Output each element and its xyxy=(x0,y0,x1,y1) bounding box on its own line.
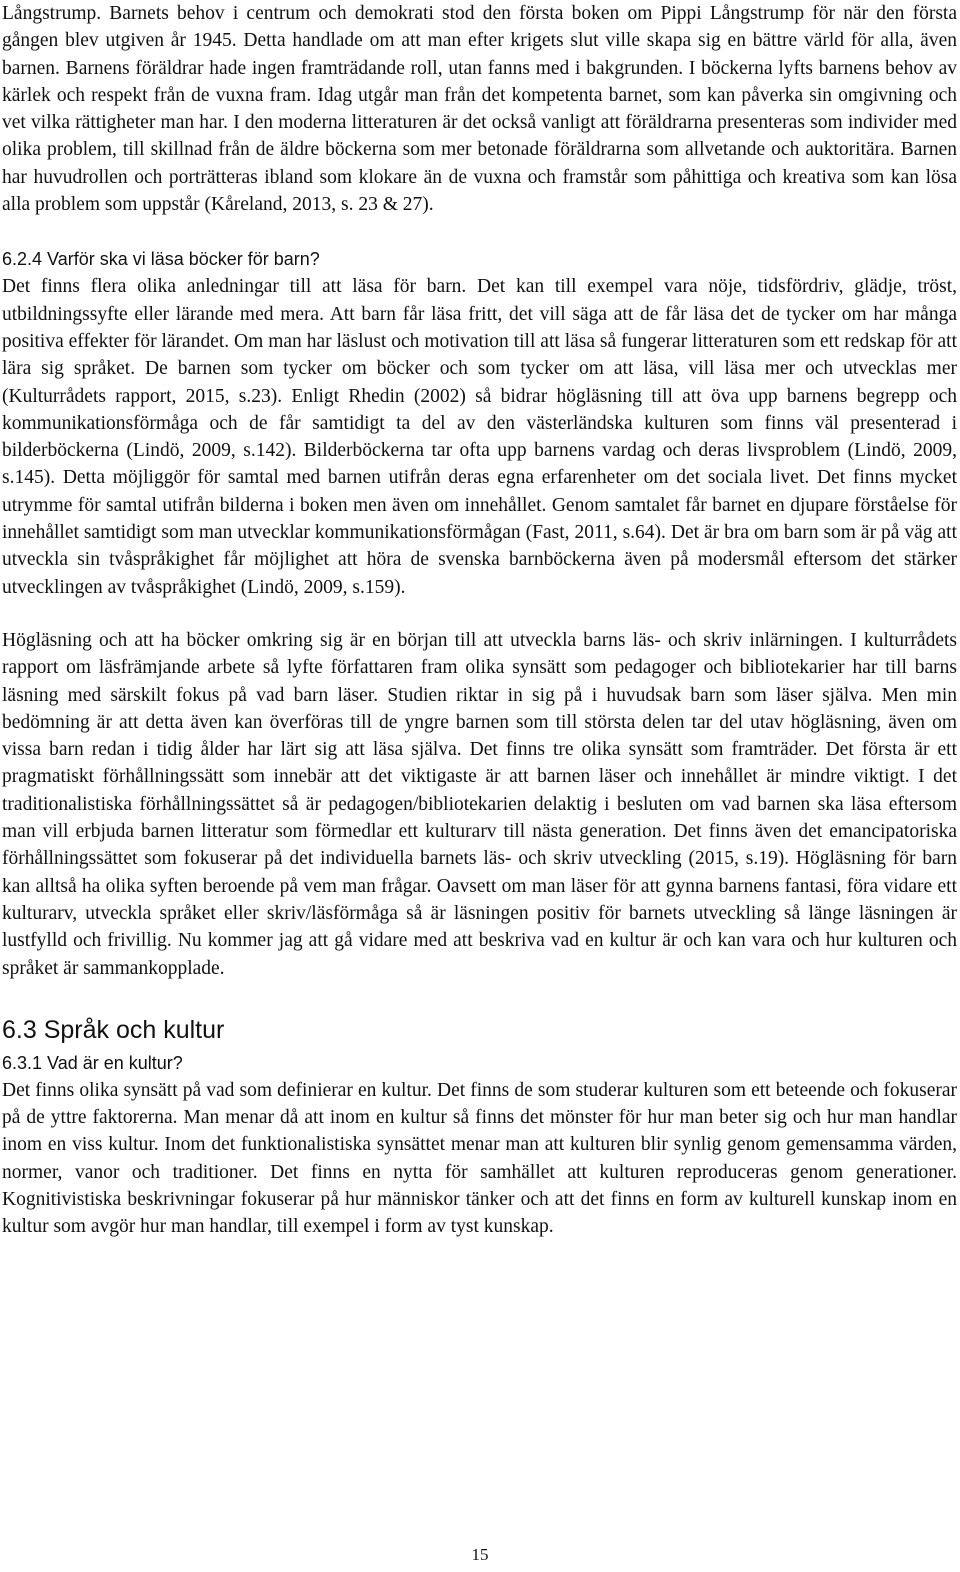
heading-6-3-1: 6.3.1 Vad är en kultur? xyxy=(2,1052,183,1073)
paragraph-hoglasning: Högläsning och att ha böcker omkring sig är en början till att utveckla barns läs- och skriv inlärningen. I kulturrådets rapport om läsfrämjande arbete så lyfte författaren fram olika synsätt som pedagoger och bibliotekarier har till barns läsning med särskilt fokus på vad barn läser. Studien riktar in sig på i huvudsak barn som läser själva. Men min bedömning är att detta även kan överföras till de yngre barnen som till största delen tar del utav högläsning, även om vissa barn redan i tidig ålder har lärt sig att läsa själva. Det finns tre olika synsätt som framträder. Det första är ett pragmatiskt förhållningssätt som innebär att det viktigaste är att barnen läser och innehållet är mindre viktigt. I det traditionalistiska förhållningssättet så är pedagogen/bibliotekarien delaktig i besluten om vad barnen ska läsa eftersom man vill erbjuda barnen litteratur som förmedlar ett kulturarv till nästa generation. Det finns även det emancipatoriska förhållningssättet som fokuserar på det individuella barnets läs- och skriv utveckling (2015, s.19). Högläsning för barn kan alltså ha olika syften beroende på vem man frågar. Oavsett om man läser för att gynna barnens fantasi, föra vidare ett kulturarv, utveckla språket eller skriv/läsförmåga så är läsningen positiv för barnets utveckling så länge läsningen är lustfylld och frivillig. Nu kommer jag att gå vidare med att beskriva vad en kultur är och kan vara och hur kulturen och språket är sammankopplade. xyxy=(2,629,957,979)
paragraph-what-is-culture: Det finns olika synsätt på vad som definierar en kultur. Det finns de som studerar kulturen som ett beteende och fokuserar på de yttre faktorerna. Man menar då att inom en kultur så finns det mönster för hur man beter sig och hur man handlar inom en viss kultur. Inom det funktionalistiska synsättet menar man att kulturen blir synlig genom gemensamma värden, normer, vanor och traditioner. Det finns en nytta för samhället att kulturen reproduceras genom generationer. Kognitivistiska beskrivningar fokuserar på hur människor tänker och att det finns en form av kulturell kunskap inom en kultur som avgör hur man handlar, till exempel i form av tyst kunskap. xyxy=(2,1079,957,1238)
page-number: 15 xyxy=(471,1545,489,1564)
paragraph-spacer xyxy=(2,601,957,627)
section-spacer xyxy=(2,982,957,1010)
paragraph-pippi-langstrump: Långstrump. Barnets behov i centrum och demokrati stod den första boken om Pippi Långstrump för när den första gången blev utgiven år 1945. Detta handlade om att man efter krigets slut ville skapa sig en bättre värld för alla, även barnen. Barnens föräldrar hade ingen framträdande roll, utan fanns med i bakgrunden. I böckerna lyfts barnens behov av kärlek och respekt från de vuxna fram. Idag utgår man från det kompetenta barnet, som kan påverka sin omgivning och vet vilka rättigheter man har. I den moderna litteraturen är det också vanligt att föräldrarna presenteras som individer med olika problem, till skillnad från de äldre böckerna som mer betonade föräldrarna som allvetande och auktoritära. Barnen har huvudrollen och porträtteras ibland som klokare än de vuxna och framstår som påhittiga och kreativa som kan lösa alla problem som uppstår (Kåreland, 2013, s. 23 & 27). xyxy=(2,3,957,216)
paragraph-spacer xyxy=(2,218,957,246)
heading-6-2-4: 6.2.4 Varför ska vi läsa böcker för barn? xyxy=(2,249,320,270)
paragraph-reasons-for-reading: Det finns flera olika anledningar till att läsa för barn. Det kan till exempel vara nöje, tidsfördriv, glädje, tröst, utbildningssyfte eller lärande med mera. Att barn får läsa fritt, det vill säga att de får läsa det de tycker om har många positiva effekter för lärandet. Om man har läslust och motivation till att läsa så fungerar litteraturen som ett redskap för att lära sig språket. De barnen som tycker om böcker och som tycker om att läsa, vill läsa mer och utvecklas mer (Kulturrådets rapport, 2015, s.23). Enligt Rhedin (2002) så bidrar högläsning till att öva upp barnens begrepp och kommunikationsförmåga och de får samtidigt ta del av den västerländska kulturen som finns väl presenterad i bilderböckerna (Lindö, 2009, s.142). Bilderböckerna tar ofta upp barnens vardag och deras livsproblem (Lindö, 2009, s.145). Detta möjliggör för samtal med barnen utifrån deras egna erfarenheter om det sociala livet. Det finns mycket utrymme för samtal utifrån bilderna i boken men även om innehållet. Genom samtalet får barnet en djupare förståelse för innehållet samtidigt som man utvecklar kommunikationsförmågan (Fast, 2011, s.64). Det är bra om barn som är på väg att utveckla sin tvåspråkighet får möjlighet att höra de svenska barnböckerna även på modersmål eftersom det stärker utvecklingen av tvåspråkighet (Lindö, 2009, s.159). xyxy=(2,276,957,598)
heading-6-3: 6.3 Språk och kultur xyxy=(2,1015,225,1044)
page-content xyxy=(2,0,957,1241)
